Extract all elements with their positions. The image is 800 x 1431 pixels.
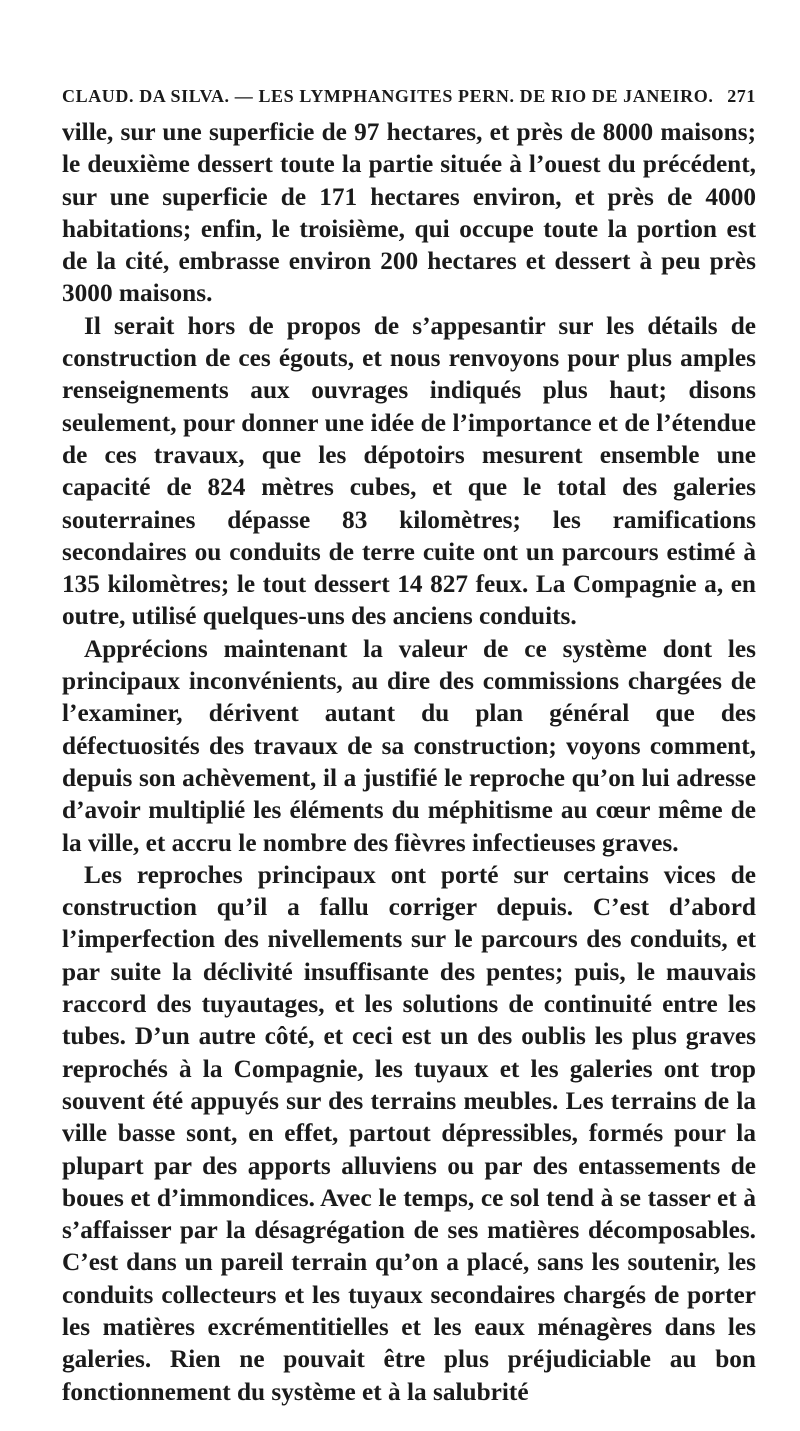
- body-text: [62, 116, 756, 1408]
- paragraph: Il serait hors de propos de s’appesantir sur les détails de construction de ces égouts, et nous renvoyons pour plus amples renseignements aux ouvrages indiqués plus haut; disons seulement, pour donner une idée de l’importance et de l’étendue de ces travaux, que les dépotoirs mesurent ensemble une capacité de 824 mètres cubes, et que le total des galeries souterraines dépasse 83 kilomètres; les ramifications secondaires ou conduits de terre cuite ont un parcours estimé à 135 kilomètres; le tout dessert 14 827 feux. La Compagnie a, en outre, utilisé quelques-uns des anciens conduits.: [62, 311, 756, 631]
- paragraph: Les reproches principaux ont porté sur certains vices de construction qu’il a fallu corriger depuis. C’est d’abord l’imperfection des nivellements sur le parcours des conduits, et par suite la déclivité insuffisante des pentes; puis, le mauvais raccord des tuyautages, et les solutions de continuité entre les tubes. D’un autre côté, et ceci est un des oublis les plus graves reprochés à la Compagnie, les tuyaux et les galeries ont trop souvent été appuyés sur des terrains meubles. Les terrains de la ville basse sont, en effet, partout dépressibles, formés pour la plupart par des apports alluviens ou par des entassements de boues et d’immondices. Avec le temps, ce sol tend à se tasser et à s’affaisser par la désagrégation de ses matières décomposables. C’est dans un pareil terrain qu’on a placé, sans les soutenir, les conduits collecteurs et les tuyaux secondaires chargés de porter les matières excrémentitielles et les eaux ménagères dans les galeries. Rien ne pouvait être plus préjudiciable au bon fonctionnement du système et à la salubrité: [62, 860, 756, 1406]
- running-head: [62, 82, 756, 110]
- running-title: CLAUD. DA SILVA. — LES LYMPHANGITES PERN. DE RIO DE JANEIRO.: [62, 86, 714, 106]
- paragraph-continuation: ville, sur une superficie de 97 hectares, et près de 8000 maisons; le deuxième dessert toute la partie située à l’ouest du précédent, sur une superficie de 171 hectares environ, et près de 4000 habitations; enfin, le troisième, qui occupe toute la portion est de la cité, embrasse environ 200 hectares et dessert à peu près 3000 maisons.: [62, 118, 756, 308]
- page-number: 271: [727, 86, 756, 106]
- paragraph: Apprécions maintenant la valeur de ce système dont les principaux inconvénients, au dire des commissions chargées de l’examiner, dérivent autant du plan général que des défectuosités des travaux de sa construction; voyons comment, depuis son achèvement, il a justifié le reproche qu’on lui adresse d’avoir multiplié les éléments du méphitisme au cœur même de la ville, et accru le nombre des fièvres infectieuses graves.: [62, 634, 756, 857]
